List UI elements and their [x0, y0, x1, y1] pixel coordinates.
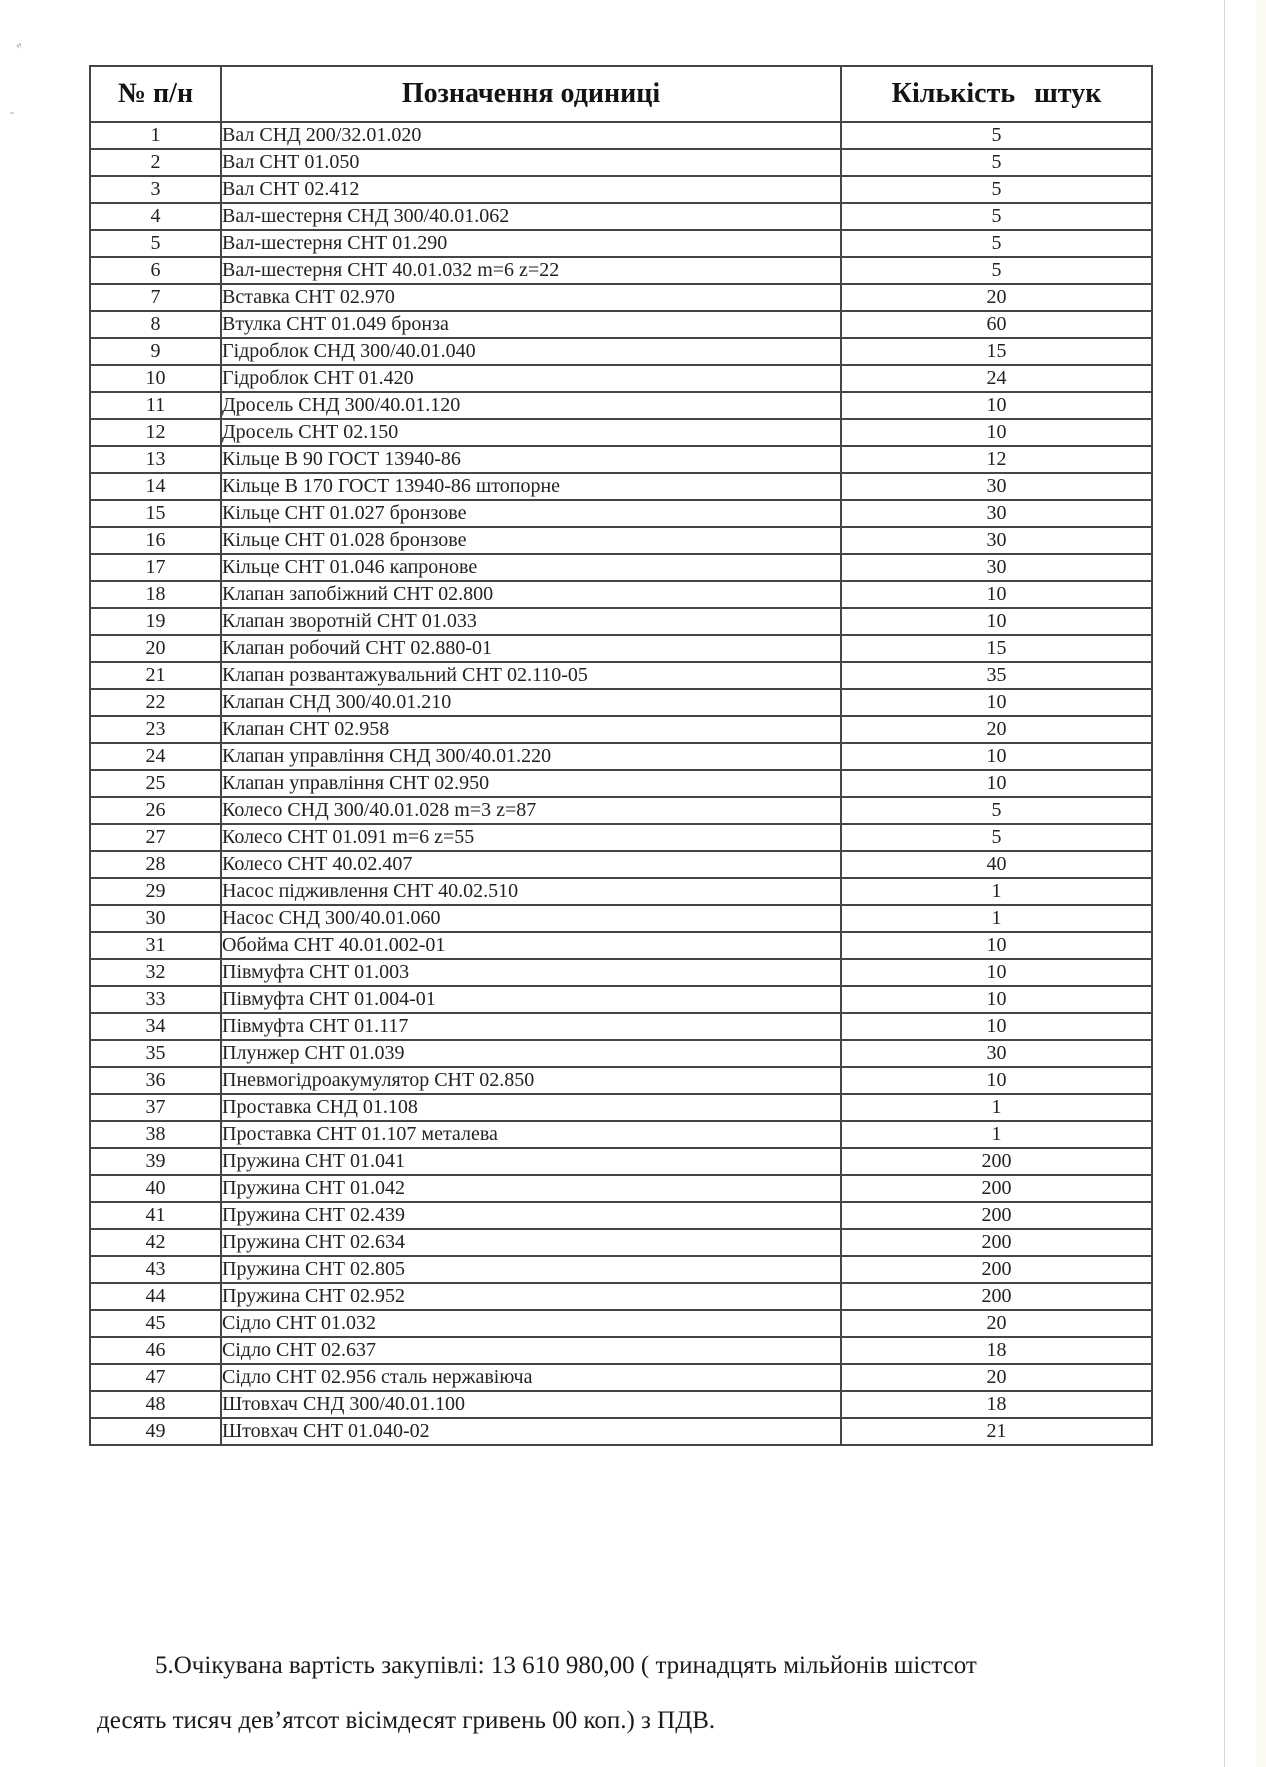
item-designation-cell: Пружина СНТ 02.805 — [221, 1256, 841, 1283]
row-number-cell: 26 — [90, 797, 221, 824]
item-designation-cell: Плунжер СНТ 01.039 — [221, 1040, 841, 1067]
row-number-cell: 47 — [90, 1364, 221, 1391]
item-designation-cell: Вал-шестерня СНТ 40.01.032 m=6 z=22 — [221, 257, 841, 284]
row-number-cell: 45 — [90, 1310, 221, 1337]
item-designation-cell: Колесо СНТ 01.091 m=6 z=55 — [221, 824, 841, 851]
quantity-cell: 30 — [841, 1040, 1152, 1067]
quantity-cell: 10 — [841, 581, 1152, 608]
table-row — [90, 1175, 1152, 1202]
quantity-cell: 200 — [841, 1256, 1152, 1283]
table-row — [90, 149, 1152, 176]
table-row — [90, 473, 1152, 500]
item-designation-cell: Колесо СНТ 40.02.407 — [221, 851, 841, 878]
table-row — [90, 203, 1152, 230]
quantity-cell: 10 — [841, 1067, 1152, 1094]
item-designation-cell: Обойма СНТ 40.01.002-01 — [221, 932, 841, 959]
quantity-cell: 18 — [841, 1391, 1152, 1418]
quantity-cell: 5 — [841, 203, 1152, 230]
header-row — [90, 66, 1152, 122]
table-row — [90, 797, 1152, 824]
table-row — [90, 851, 1152, 878]
table-row — [90, 1013, 1152, 1040]
quantity-cell: 200 — [841, 1175, 1152, 1202]
quantity-cell: 20 — [841, 716, 1152, 743]
table-row — [90, 1418, 1152, 1445]
row-number-cell: 23 — [90, 716, 221, 743]
item-designation-cell: Сідло СНТ 01.032 — [221, 1310, 841, 1337]
table-row — [90, 662, 1152, 689]
item-designation-cell: Клапан СНД 300/40.01.210 — [221, 689, 841, 716]
item-designation-cell: Вставка СНТ 02.970 — [221, 284, 841, 311]
table-row — [90, 1364, 1152, 1391]
row-number-cell: 31 — [90, 932, 221, 959]
row-number-cell: 24 — [90, 743, 221, 770]
row-number-cell: 41 — [90, 1202, 221, 1229]
table-row — [90, 716, 1152, 743]
quantity-cell: 18 — [841, 1337, 1152, 1364]
row-number-cell: 9 — [90, 338, 221, 365]
table-row — [90, 824, 1152, 851]
row-number-cell: 33 — [90, 986, 221, 1013]
item-designation-cell: Проставка СНТ 01.107 металева — [221, 1121, 841, 1148]
quantity-cell: 10 — [841, 1013, 1152, 1040]
table-row — [90, 365, 1152, 392]
quantity-cell: 10 — [841, 986, 1152, 1013]
row-number-cell: 15 — [90, 500, 221, 527]
item-designation-cell: Гідроблок СНД 300/40.01.040 — [221, 338, 841, 365]
row-number-cell: 36 — [90, 1067, 221, 1094]
table-row — [90, 1094, 1152, 1121]
item-designation-cell: Кільце В 170 ГОСТ 13940-86 штопорне — [221, 473, 841, 500]
table-row — [90, 878, 1152, 905]
quantity-cell: 10 — [841, 419, 1152, 446]
quantity-cell: 200 — [841, 1229, 1152, 1256]
item-designation-cell: Насос СНД 300/40.01.060 — [221, 905, 841, 932]
item-designation-cell: Штовхач СНТ 01.040-02 — [221, 1418, 841, 1445]
item-designation-cell: Пружина СНТ 01.042 — [221, 1175, 841, 1202]
item-designation-cell: Пружина СНТ 02.952 — [221, 1283, 841, 1310]
row-number-cell: 44 — [90, 1283, 221, 1310]
row-number-cell: 22 — [90, 689, 221, 716]
table-row — [90, 608, 1152, 635]
table-row — [90, 1148, 1152, 1175]
table-row — [90, 446, 1152, 473]
table-row — [90, 959, 1152, 986]
table-row — [90, 284, 1152, 311]
item-designation-cell: Дросель СНТ 02.150 — [221, 419, 841, 446]
item-designation-cell: Сідло СНТ 02.956 сталь нержавіюча — [221, 1364, 841, 1391]
quantity-cell: 10 — [841, 392, 1152, 419]
quantity-cell: 30 — [841, 473, 1152, 500]
item-designation-cell: Півмуфта СНТ 01.004-01 — [221, 986, 841, 1013]
quantity-cell: 30 — [841, 527, 1152, 554]
item-designation-cell: Втулка СНТ 01.049 бронза — [221, 311, 841, 338]
expected-cost-line: десять тисяч дев’ятсот вісімдесят гривень 00 коп.) з ПДВ. — [97, 1707, 716, 1734]
item-designation-cell: Вал-шестерня СНТ 01.290 — [221, 230, 841, 257]
row-number-cell: 35 — [90, 1040, 221, 1067]
row-number-cell: 17 — [90, 554, 221, 581]
row-number-cell: 12 — [90, 419, 221, 446]
table-row — [90, 527, 1152, 554]
quantity-cell: 30 — [841, 500, 1152, 527]
row-number-cell: 32 — [90, 959, 221, 986]
item-designation-cell: Вал-шестерня СНД 300/40.01.062 — [221, 203, 841, 230]
item-designation-cell: Клапан управління СНД 300/40.01.220 — [221, 743, 841, 770]
scan-edge-strip — [1256, 0, 1266, 1767]
table-row — [90, 1067, 1152, 1094]
row-number-cell: 38 — [90, 1121, 221, 1148]
col-header-number: № п/н — [90, 66, 221, 122]
row-number-cell: 13 — [90, 446, 221, 473]
table-row — [90, 1283, 1152, 1310]
row-number-cell: 46 — [90, 1337, 221, 1364]
item-designation-cell: Півмуфта СНТ 01.003 — [221, 959, 841, 986]
table-row — [90, 986, 1152, 1013]
table-row — [90, 1391, 1152, 1418]
col-header-quantity: Кількість штук — [841, 66, 1152, 122]
row-number-cell: 48 — [90, 1391, 221, 1418]
row-number-cell: 8 — [90, 311, 221, 338]
table-row — [90, 1202, 1152, 1229]
table-row — [90, 581, 1152, 608]
quantity-cell: 1 — [841, 1094, 1152, 1121]
row-number-cell: 30 — [90, 905, 221, 932]
table-row — [90, 1121, 1152, 1148]
item-designation-cell: Дросель СНД 300/40.01.120 — [221, 392, 841, 419]
table-row — [90, 770, 1152, 797]
quantity-cell: 40 — [841, 851, 1152, 878]
quantity-cell: 20 — [841, 1364, 1152, 1391]
row-number-cell: 34 — [90, 1013, 221, 1040]
quantity-cell: 15 — [841, 635, 1152, 662]
quantity-cell: 21 — [841, 1418, 1152, 1445]
quantity-cell: 20 — [841, 284, 1152, 311]
row-number-cell: 42 — [90, 1229, 221, 1256]
row-number-cell: 37 — [90, 1094, 221, 1121]
table-row — [90, 1337, 1152, 1364]
quantity-cell: 5 — [841, 797, 1152, 824]
table-row — [90, 554, 1152, 581]
table-row — [90, 1310, 1152, 1337]
table-row — [90, 311, 1152, 338]
items-table-body — [90, 122, 1152, 1445]
item-designation-cell: Клапан СНТ 02.958 — [221, 716, 841, 743]
quantity-cell: 20 — [841, 1310, 1152, 1337]
quantity-cell: 200 — [841, 1202, 1152, 1229]
table-row — [90, 176, 1152, 203]
quantity-cell: 5 — [841, 824, 1152, 851]
table-row — [90, 689, 1152, 716]
quantity-cell: 200 — [841, 1283, 1152, 1310]
row-number-cell: 49 — [90, 1418, 221, 1445]
row-number-cell: 29 — [90, 878, 221, 905]
item-designation-cell: Вал СНД 200/32.01.020 — [221, 122, 841, 149]
item-designation-cell: Кільце СНТ 01.028 бронзове — [221, 527, 841, 554]
quantity-cell: 1 — [841, 905, 1152, 932]
item-designation-cell: Гідроблок СНТ 01.420 — [221, 365, 841, 392]
row-number-cell: 39 — [90, 1148, 221, 1175]
item-designation-cell: Кільце СНТ 01.027 бронзове — [221, 500, 841, 527]
row-number-cell: 28 — [90, 851, 221, 878]
table-row — [90, 257, 1152, 284]
row-number-cell: 10 — [90, 365, 221, 392]
row-number-cell: 2 — [90, 149, 221, 176]
table-row — [90, 743, 1152, 770]
item-designation-cell: Клапан управління СНТ 02.950 — [221, 770, 841, 797]
quantity-cell: 5 — [841, 122, 1152, 149]
table-row — [90, 122, 1152, 149]
row-number-cell: 27 — [90, 824, 221, 851]
table-row — [90, 338, 1152, 365]
item-designation-cell: Штовхач СНД 300/40.01.100 — [221, 1391, 841, 1418]
items-table — [89, 65, 1153, 1446]
expected-cost-paragraph — [97, 1638, 1147, 1748]
row-number-cell: 18 — [90, 581, 221, 608]
quantity-cell: 35 — [841, 662, 1152, 689]
quantity-cell: 10 — [841, 743, 1152, 770]
expected-cost-line: 5.Очікувана вартість закупівлі: 13 610 980,00 ( тринадцять мільйонів шістсот — [155, 1652, 977, 1679]
scan-artifact-mark: - — [10, 104, 15, 119]
items-table-header — [90, 66, 1152, 122]
row-number-cell: 21 — [90, 662, 221, 689]
row-number-cell: 6 — [90, 257, 221, 284]
table-row — [90, 932, 1152, 959]
quantity-cell: 15 — [841, 338, 1152, 365]
quantity-cell: 1 — [841, 1121, 1152, 1148]
item-designation-cell: Проставка СНД 01.108 — [221, 1094, 841, 1121]
item-designation-cell: Клапан запобіжний СНТ 02.800 — [221, 581, 841, 608]
quantity-cell: 1 — [841, 878, 1152, 905]
row-number-cell: 4 — [90, 203, 221, 230]
quantity-cell: 60 — [841, 311, 1152, 338]
quantity-cell: 200 — [841, 1148, 1152, 1175]
row-number-cell: 3 — [90, 176, 221, 203]
col-header-designation: Позначення одиниці — [221, 66, 841, 122]
table-row — [90, 230, 1152, 257]
quantity-cell: 10 — [841, 689, 1152, 716]
item-designation-cell: Пневмогідроакумулятор СНТ 02.850 — [221, 1067, 841, 1094]
quantity-cell: 5 — [841, 149, 1152, 176]
item-designation-cell: Клапан розвантажувальний СНТ 02.110-05 — [221, 662, 841, 689]
table-row — [90, 1229, 1152, 1256]
quantity-cell: 30 — [841, 554, 1152, 581]
quantity-cell: 24 — [841, 365, 1152, 392]
scan-artifact-mark: „ — [10, 33, 23, 50]
table-row — [90, 500, 1152, 527]
quantity-cell: 5 — [841, 257, 1152, 284]
row-number-cell: 40 — [90, 1175, 221, 1202]
table-row — [90, 1040, 1152, 1067]
quantity-cell: 10 — [841, 770, 1152, 797]
row-number-cell: 5 — [90, 230, 221, 257]
row-number-cell: 14 — [90, 473, 221, 500]
quantity-cell: 12 — [841, 446, 1152, 473]
item-designation-cell: Сідло СНТ 02.637 — [221, 1337, 841, 1364]
table-row — [90, 635, 1152, 662]
item-designation-cell: Колесо СНД 300/40.01.028 m=3 z=87 — [221, 797, 841, 824]
item-designation-cell: Кільце В 90 ГОСТ 13940-86 — [221, 446, 841, 473]
row-number-cell: 7 — [90, 284, 221, 311]
quantity-cell: 10 — [841, 932, 1152, 959]
table-row — [90, 1256, 1152, 1283]
row-number-cell: 20 — [90, 635, 221, 662]
item-designation-cell: Насос підживлення СНТ 40.02.510 — [221, 878, 841, 905]
row-number-cell: 11 — [90, 392, 221, 419]
quantity-cell: 5 — [841, 176, 1152, 203]
table-row — [90, 419, 1152, 446]
item-designation-cell: Кільце СНТ 01.046 капронове — [221, 554, 841, 581]
table-row — [90, 905, 1152, 932]
quantity-cell: 10 — [841, 959, 1152, 986]
item-designation-cell: Пружина СНТ 02.634 — [221, 1229, 841, 1256]
scan-edge-line — [1224, 0, 1225, 1767]
row-number-cell: 25 — [90, 770, 221, 797]
row-number-cell: 43 — [90, 1256, 221, 1283]
item-designation-cell: Клапан робочий СНТ 02.880-01 — [221, 635, 841, 662]
item-designation-cell: Пружина СНТ 01.041 — [221, 1148, 841, 1175]
row-number-cell: 19 — [90, 608, 221, 635]
item-designation-cell: Пружина СНТ 02.439 — [221, 1202, 841, 1229]
item-designation-cell: Вал СНТ 01.050 — [221, 149, 841, 176]
quantity-cell: 5 — [841, 230, 1152, 257]
item-designation-cell: Клапан зворотній СНТ 01.033 — [221, 608, 841, 635]
item-designation-cell: Вал СНТ 02.412 — [221, 176, 841, 203]
item-designation-cell: Півмуфта СНТ 01.117 — [221, 1013, 841, 1040]
table-row — [90, 392, 1152, 419]
row-number-cell: 1 — [90, 122, 221, 149]
row-number-cell: 16 — [90, 527, 221, 554]
quantity-cell: 10 — [841, 608, 1152, 635]
